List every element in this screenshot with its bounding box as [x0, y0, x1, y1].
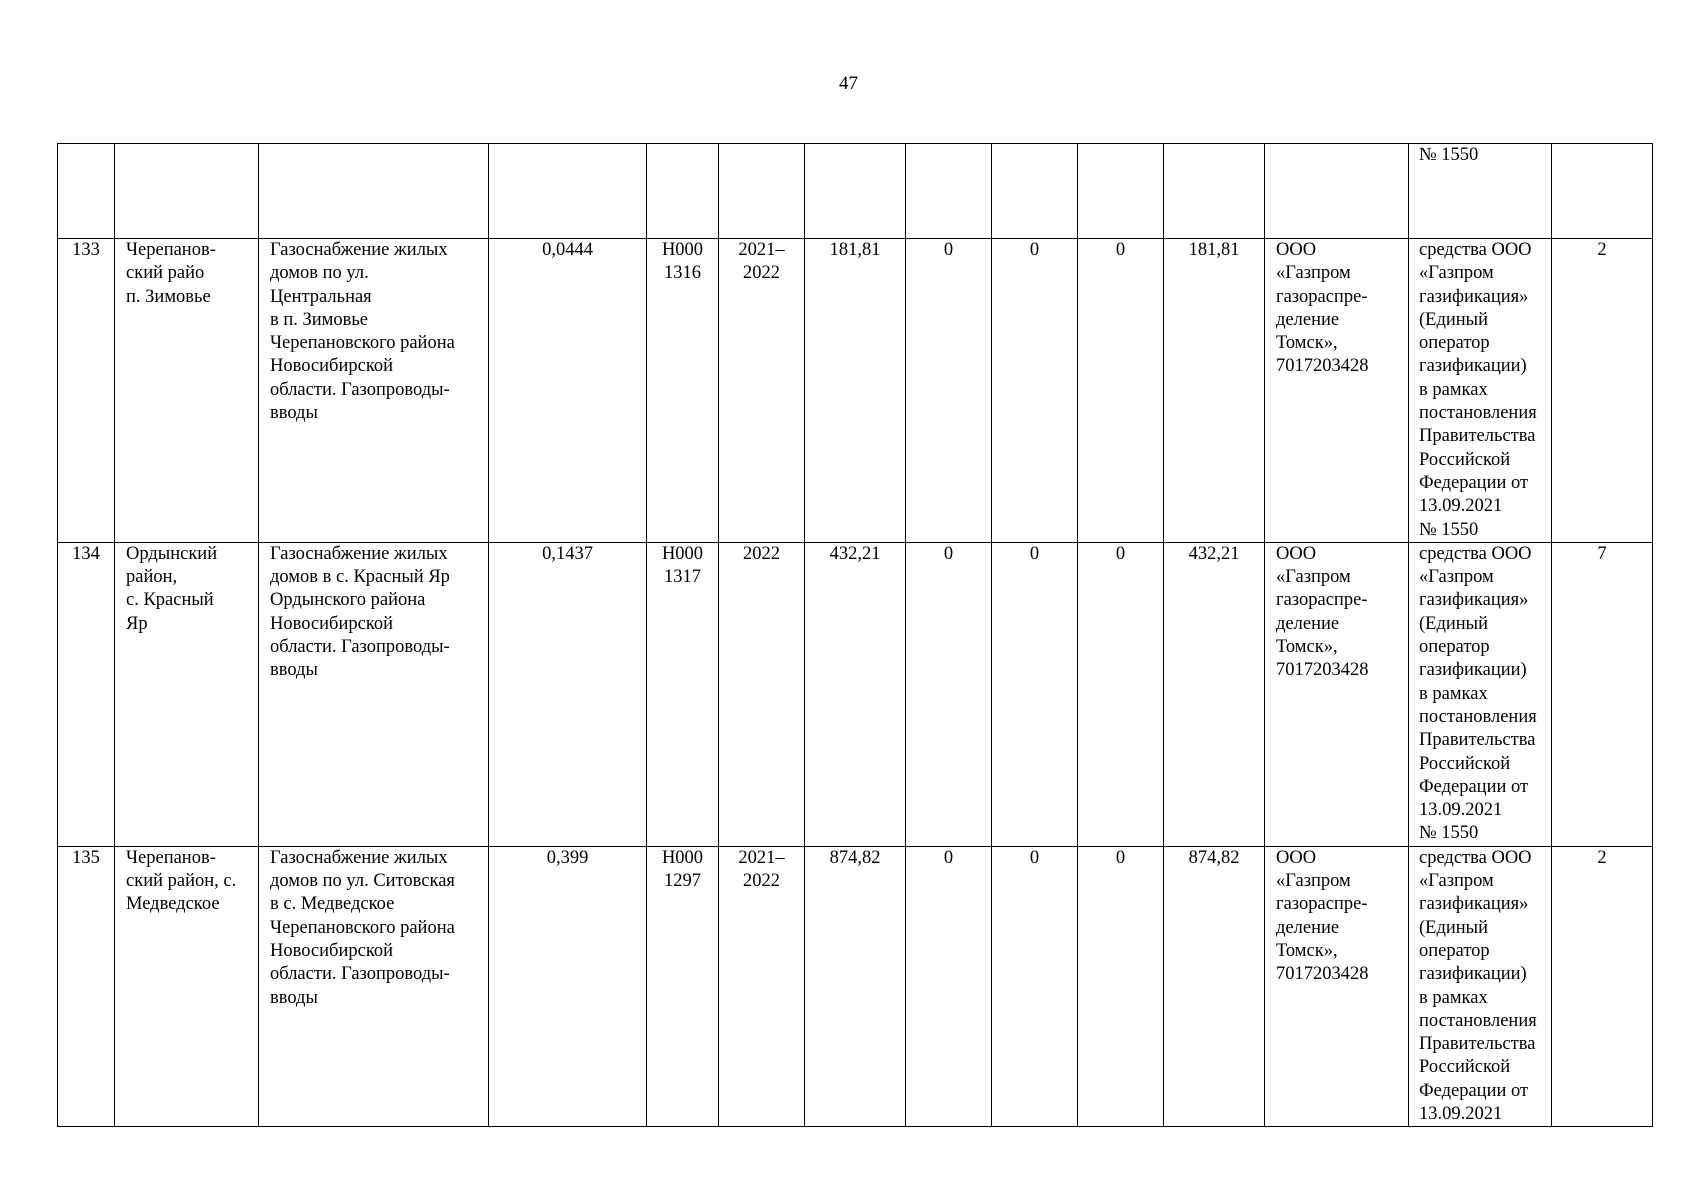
cell-length	[489, 144, 647, 239]
cell-v1	[906, 144, 992, 239]
cell-funding-source	[1409, 846, 1552, 1127]
organization-line: деление	[1276, 613, 1340, 634]
object-line: Газоснабжение жилых	[270, 847, 448, 868]
organization-line: деление	[1276, 309, 1340, 330]
location-line: ский район, с.	[126, 871, 237, 892]
funding-source-line: Федерации от	[1419, 776, 1529, 797]
funding-source-line: в рамках	[1419, 987, 1488, 1008]
cell-code	[647, 542, 719, 846]
funding-source-line: газификации)	[1419, 964, 1527, 985]
table-row	[58, 542, 1653, 846]
location-line: Черепанов-	[126, 847, 216, 868]
funding-source-line: Правительства	[1419, 1034, 1536, 1055]
cell-num: 133	[58, 239, 115, 543]
cell-last	[1552, 144, 1653, 239]
cell-v3	[1078, 144, 1164, 239]
cell-total	[805, 144, 906, 239]
funding-source-line: (Единый	[1419, 613, 1489, 634]
code-line: 1317	[664, 567, 701, 588]
cell-last: 7	[1552, 542, 1653, 846]
organization-line: «Газпром	[1276, 567, 1351, 588]
cell-last: 2	[1552, 239, 1653, 543]
object-line: домов в с. Красный Яр	[270, 567, 450, 588]
cell-object	[259, 846, 489, 1127]
cell-period	[719, 542, 805, 846]
table-row	[58, 239, 1653, 543]
cell-object	[259, 542, 489, 846]
object-line: Газоснабжение жилых	[270, 543, 448, 564]
organization-line: ООО	[1276, 543, 1317, 564]
cell-location	[115, 542, 259, 846]
object-line: Газоснабжение жилых	[270, 240, 448, 260]
object-line: области. Газопроводы-	[270, 637, 450, 658]
funding-source-line: № 1550	[1419, 145, 1479, 165]
cell-v3: 0	[1078, 239, 1164, 543]
location-line: ский райо	[126, 263, 205, 284]
cell-v4: 432,21	[1164, 542, 1265, 846]
cell-v4: 181,81	[1164, 239, 1265, 543]
object-line: вводы	[270, 660, 318, 681]
location-line: Ордынский	[126, 543, 218, 564]
funding-source-line: газификации)	[1419, 660, 1527, 681]
cell-period	[719, 144, 805, 239]
organization-line: «Газпром	[1276, 871, 1351, 892]
period-line: 2022	[743, 263, 780, 284]
cell-organization	[1265, 846, 1409, 1127]
cell-v2: 0	[992, 542, 1078, 846]
cell-code	[647, 239, 719, 543]
cell-length: 0,1437	[489, 542, 647, 846]
funding-source-line: «Газпром	[1419, 567, 1494, 588]
funding-source-line: газификации)	[1419, 356, 1527, 377]
cell-v2: 0	[992, 239, 1078, 543]
object-line: Новосибирской	[270, 613, 394, 634]
object-line: Черепановского района	[270, 917, 455, 938]
cell-object	[259, 144, 489, 239]
funding-source-line: 13.09.2021	[1419, 496, 1503, 517]
organization-line: 7017203428	[1276, 964, 1369, 985]
location-line: Яр	[126, 613, 148, 634]
organization-line: «Газпром	[1276, 263, 1351, 284]
table-row	[58, 846, 1653, 1127]
period-line: 2022	[743, 871, 780, 892]
funding-source-line: «Газпром	[1419, 263, 1494, 284]
location-line: район,	[126, 567, 178, 588]
organization-line: ООО	[1276, 847, 1317, 868]
organization-line: газораспре-	[1276, 590, 1368, 611]
object-line: домов по ул. Ситовская	[270, 871, 455, 892]
cell-location	[115, 239, 259, 543]
funding-source-line: газификация»	[1419, 286, 1529, 307]
funding-source-line: № 1550	[1419, 519, 1479, 540]
funding-source-line: «Газпром	[1419, 871, 1494, 892]
cell-v2	[992, 144, 1078, 239]
object-line: области. Газопроводы-	[270, 964, 450, 985]
organization-line: ООО	[1276, 240, 1317, 260]
location-line: с. Красный	[126, 590, 214, 611]
funding-source-line: постановления	[1419, 706, 1537, 727]
funding-source-line: в рамках	[1419, 379, 1488, 400]
cell-v1: 0	[906, 239, 992, 543]
funding-source-line: оператор	[1419, 940, 1490, 961]
cell-v3: 0	[1078, 846, 1164, 1127]
funding-source-line: оператор	[1419, 637, 1490, 658]
cell-funding-source	[1409, 239, 1552, 543]
cell-v4: 874,82	[1164, 846, 1265, 1127]
cell-v1: 0	[906, 542, 992, 846]
funding-source-line: 13.09.2021	[1419, 1103, 1503, 1124]
cell-period	[719, 239, 805, 543]
cell-length: 0,0444	[489, 239, 647, 543]
cell-length: 0,399	[489, 846, 647, 1127]
cell-location	[115, 144, 259, 239]
funding-source-line: Федерации от	[1419, 472, 1529, 493]
organization-line: газораспре-	[1276, 894, 1368, 915]
period-line: 2021–	[738, 847, 785, 868]
organization-line: Томск»,	[1276, 940, 1338, 961]
organization-line: 7017203428	[1276, 356, 1369, 377]
object-line: Центральная	[270, 286, 372, 307]
object-line: Ордынского района	[270, 590, 426, 611]
code-line: Н000	[661, 847, 704, 868]
funding-source-line: № 1550	[1419, 823, 1479, 844]
organization-line: 7017203428	[1276, 660, 1369, 681]
location-line: Медведское	[126, 894, 220, 915]
cell-code	[647, 144, 719, 239]
funding-source-line: в рамках	[1419, 683, 1488, 704]
cell-organization	[1265, 144, 1409, 239]
organization-line: Томск»,	[1276, 637, 1338, 658]
location-line: Черепанов-	[126, 240, 216, 260]
funding-source-line: средства ООО	[1419, 847, 1532, 868]
funding-source-line: 13.09.2021	[1419, 800, 1503, 821]
funding-source-line: газификация»	[1419, 894, 1529, 915]
object-line: в с. Медведское	[270, 894, 395, 915]
period-line: 2022	[743, 543, 780, 564]
object-line: вводы	[270, 403, 318, 424]
cell-location	[115, 846, 259, 1127]
funding-source-line: Правительства	[1419, 730, 1536, 751]
funding-source-line: газификация»	[1419, 590, 1529, 611]
cell-total: 181,81	[805, 239, 906, 543]
continuation-row	[58, 144, 1653, 239]
object-line: Новосибирской	[270, 356, 394, 377]
object-line: Новосибирской	[270, 940, 394, 961]
funding-source-line: Российской	[1419, 1057, 1511, 1078]
object-line: вводы	[270, 987, 318, 1008]
code-line: Н000	[661, 240, 704, 260]
funding-source-line: Федерации от	[1419, 1080, 1529, 1101]
gasification-table	[57, 143, 1653, 1127]
cell-num: 134	[58, 542, 115, 846]
cell-period	[719, 846, 805, 1127]
cell-funding-source	[1409, 542, 1552, 846]
organization-line: деление	[1276, 917, 1340, 938]
funding-source-line: (Единый	[1419, 309, 1489, 330]
organization-line: газораспре-	[1276, 286, 1368, 307]
period-line: 2021–	[738, 240, 785, 260]
cell-total: 874,82	[805, 846, 906, 1127]
cell-object	[259, 239, 489, 543]
code-line: 1297	[664, 871, 701, 892]
cell-organization	[1265, 239, 1409, 543]
cell-v3: 0	[1078, 542, 1164, 846]
object-line: домов по ул.	[270, 263, 369, 284]
cell-total: 432,21	[805, 542, 906, 846]
object-line: области. Газопроводы-	[270, 379, 450, 400]
cell-v2: 0	[992, 846, 1078, 1127]
funding-source-line: постановления	[1419, 1010, 1537, 1031]
funding-source-line: средства ООО	[1419, 543, 1532, 564]
funding-source-line: Правительства	[1419, 426, 1536, 447]
funding-source-line: средства ООО	[1419, 240, 1532, 260]
cell-code	[647, 846, 719, 1127]
cell-num	[58, 144, 115, 239]
cell-num: 135	[58, 846, 115, 1127]
cell-v1: 0	[906, 846, 992, 1127]
object-line: Черепановского района	[270, 333, 455, 354]
cell-funding-source	[1409, 144, 1552, 239]
cell-organization	[1265, 542, 1409, 846]
code-line: 1316	[664, 263, 701, 284]
organization-line: Томск»,	[1276, 333, 1338, 354]
cell-last: 2	[1552, 846, 1653, 1127]
funding-source-line: постановления	[1419, 403, 1537, 424]
cell-v4	[1164, 144, 1265, 239]
page-number: 47	[839, 73, 858, 94]
object-line: в п. Зимовье	[270, 309, 369, 330]
location-line: п. Зимовье	[126, 286, 211, 307]
funding-source-line: Российской	[1419, 449, 1511, 470]
funding-source-line: Российской	[1419, 753, 1511, 774]
funding-source-line: (Единый	[1419, 917, 1489, 938]
code-line: Н000	[661, 543, 704, 564]
funding-source-line: оператор	[1419, 333, 1490, 354]
